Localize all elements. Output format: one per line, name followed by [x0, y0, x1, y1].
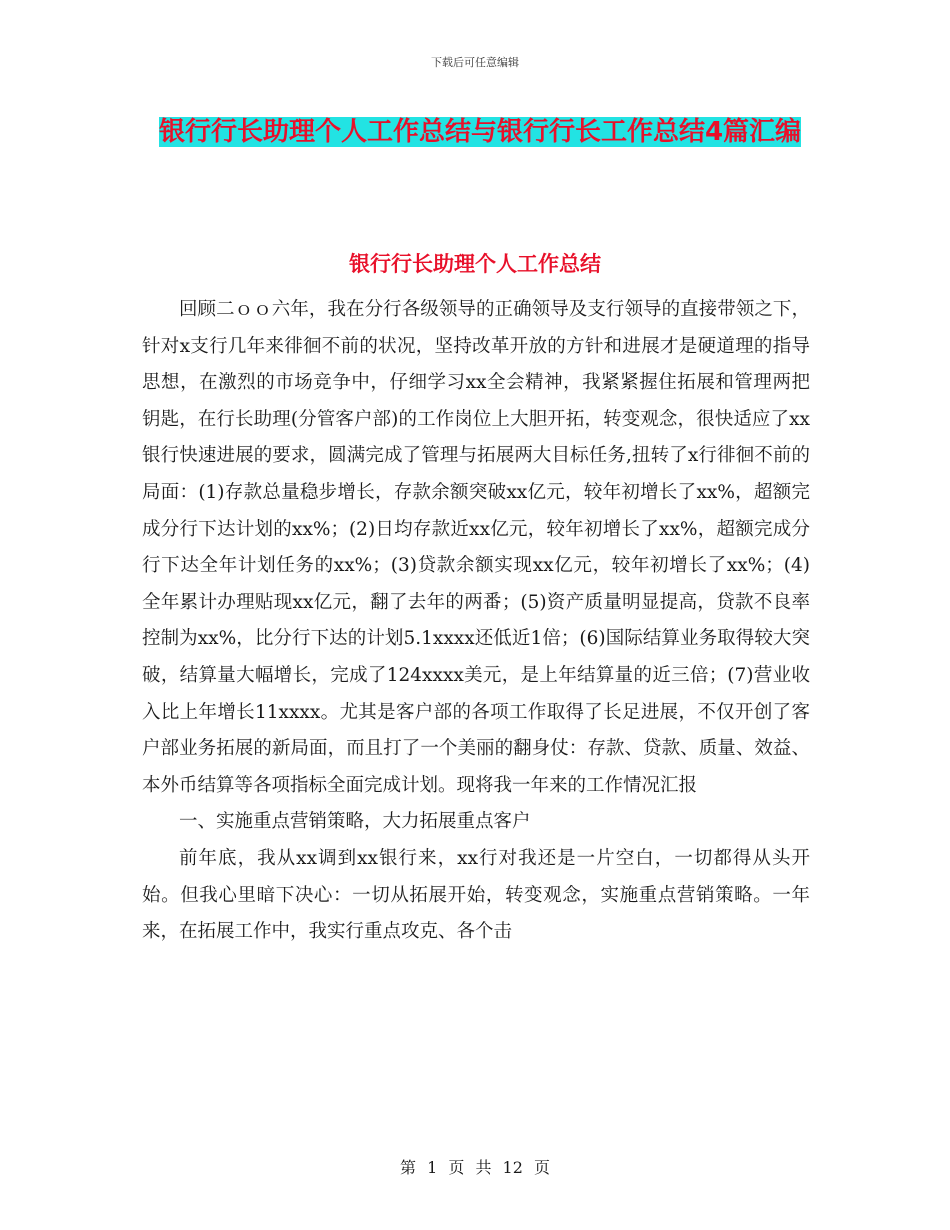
page-header-note: 下载后可任意编辑 [431, 56, 519, 69]
paragraph: 前年底，我从xx调到xx银行来，xx行对我还是一片空白，一切都得从头开始。但我心里暗下决心：一切从拓展开始，转变观念，实施重点营销策略。一年来，在拓展工作中，我实行重点攻克、各个击 [142, 847, 810, 943]
document-title-text: 银行行长助理个人工作总结与银行行长工作总结4篇汇编 [158, 117, 802, 147]
document-title [140, 110, 820, 155]
section-title: 银行行长助理个人工作总结 [349, 252, 601, 276]
document-body [142, 292, 810, 951]
paragraph-heading: 一、实施重点营销策略，大力拓展重点客户 [179, 811, 531, 833]
paragraph: 回顾二ｏｏ六年，我在分行各级领导的正确领导及支行领导的直接带领之下，针对x支行几年来徘徊不前的状况，坚持改革开放的方针和进展才是硬道理的指导思想，在激烈的市场竞争中，仔细学习xx全会精神，我紧紧握住拓展和管理两把钥匙，在行长助理(分管客户部)的工作岗位上大胆开拓，转变观念，很快适应了xx银行快速进展的要求，圆满完成了管理与拓展两大目标任务,扭转了x行徘徊不前的局面：(1)存款总量稳步增长，存款余额突破xx亿元，较年初增长了xx%，超额完成分行下达计划的xx%；(2)日均存款近xx亿元，较年初增长了xx%，超额完成分行下达全年计划任务的xx%；(3)贷款余额实现xx亿元，较年初增长了xx%；(4)全年累计办理贴现xx亿元，翻了去年的两番；(5)资产质量明显提高，贷款不良率控制为xx%，比分行下达的计划5.1xxxx还低近1倍；(6)国际结算业务取得较大突破，结算量大幅增长，完成了124xxxx美元，是上年结算量的近三倍；(7)营业收入比上年增长11xxxx。尤其是客户部的各项工作取得了长足进展，不仅开创了客户部业务拓展的新局面，而且打了一个美丽的翻身仗：存款、贷款、质量、效益、本外币结算等各项指标全面完成计划。现将我一年来的工作情况汇报 [142, 299, 810, 796]
page-footer-number: 第 1 页 共 12 页 [400, 1158, 550, 1177]
